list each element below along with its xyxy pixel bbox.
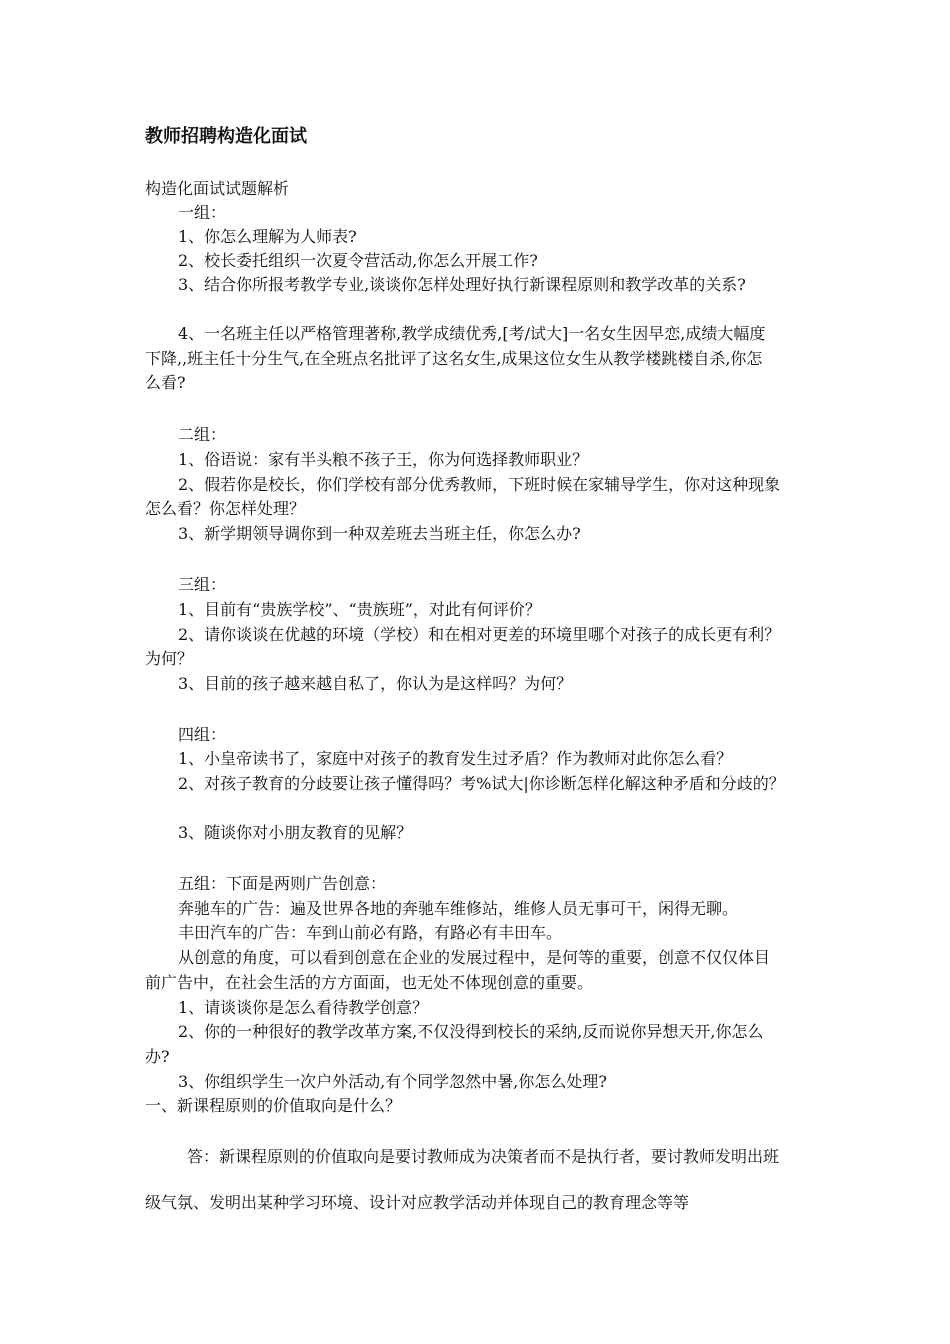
group4-heading: 四组：: [178, 725, 227, 744]
group4-question-3: 3、随谈你对小朋友教育的见解？: [178, 823, 413, 842]
group2-question-2-line2: 怎么看？你怎样处理？: [145, 499, 306, 518]
group1-question-2: 2、校长委托组织一次夏令营活动,你怎么开展工作?: [178, 251, 538, 270]
group3-question-1: 1、目前有“贵族学校”、“贵族班”，对此有何评价？: [178, 600, 541, 619]
group5-heading: 五组：下面是两则广告创意：: [178, 874, 387, 893]
section1-answer-line1: 答：新课程原则的价值取向是要讨教师成为决策者而不是执行者，要讨教师发明出班: [187, 1147, 780, 1166]
group1-question-1: 1、你怎么理解为人师表?: [178, 227, 357, 246]
group1-question-3: 3、结合你所报考教学专业,谈谈你怎样处理好执行新课程原则和教学改革的关系?: [178, 275, 746, 294]
group5-question-2-line1: 2、你的一种很好的教学改革方案,不仅没得到校长的采纳,反而说你异想天开,你怎么: [178, 1022, 764, 1041]
group5-question-3: 3、你组织学生一次户外活动,有个同学忽然中暑,你怎么处理?: [178, 1072, 607, 1091]
group1-question-4-line3: 么看?: [145, 373, 186, 392]
group3-question-3: 3、目前的孩子越来越自私了，你认为是这样吗？为何？: [178, 674, 573, 693]
group2-heading: 二组：: [178, 425, 227, 444]
group5-ad-1: 奔驰车的广告：遍及世界各地的奔驰车维修站，维修人员无事可干，闲得无聊。: [178, 899, 739, 918]
group3-heading: 三组：: [178, 575, 227, 594]
section1-heading: 一、新课程原则的价值取向是什么？: [145, 1096, 402, 1115]
document-title: 教师招聘构造化面试: [145, 126, 307, 147]
group2-question-3: 3、新学期领导调你到一种双差班去当班主任，你怎么办?: [178, 524, 581, 543]
group4-question-2: 2、对孩子教育的分歧要让孩子懂得吗？考%试大|你诊断怎样化解这种矛盾和分歧的？: [178, 774, 785, 793]
group2-question-2-line1: 2、假若你是校长，你们学校有部分优秀教师，下班时候在家辅导学生，你对这种现象: [178, 475, 781, 494]
group5-ad-2: 丰田汽车的广告：车到山前必有路，有路必有丰田车。: [178, 923, 563, 942]
section1-answer-line2: 级气氛、发明出某种学习环境、设计对应教学活动并体现自己的教育理念等等: [145, 1193, 690, 1212]
group5-paragraph-line1: 从创意的角度，可以看到创意在企业的发展过程中，是何等的重要，创意不仅仅体目: [178, 948, 771, 967]
group1-question-4-line2: 下降,,班主任十分生气,在全班点名批评了这名女生,成果这位女生从教学楼跳楼自杀,你怎: [145, 349, 763, 368]
group3-question-2-line2: 为何？: [145, 649, 194, 668]
group4-question-1: 1、小皇帝读书了，家庭中对孩子的教育发生过矛盾？作为教师对此你怎么看？: [178, 749, 733, 768]
group1-heading: 一组：: [178, 203, 227, 222]
group5-question-1: 1、请谈谈你是怎么看待教学创意？: [178, 998, 429, 1017]
group3-question-2-line1: 2、请你谈谈在优越的环境（学校）和在相对更差的环境里哪个对孩子的成长更有利？: [178, 625, 781, 644]
group5-paragraph-line2: 前广告中，在社会生活的方方面面，也无处不体现创意的重要。: [145, 973, 594, 992]
group2-question-1: 1、俗语说：家有半头粮不孩子王，你为何选择教师职业？: [178, 450, 589, 469]
group5-question-2-line2: 办?: [145, 1047, 170, 1066]
document-subtitle: 构造化面试试题解析: [145, 179, 290, 198]
group1-question-4-line1: 4、一名班主任以严格管理著称,教学成绩优秀,[考/试大]一名女生因早恋,成绩大幅度: [178, 324, 766, 343]
